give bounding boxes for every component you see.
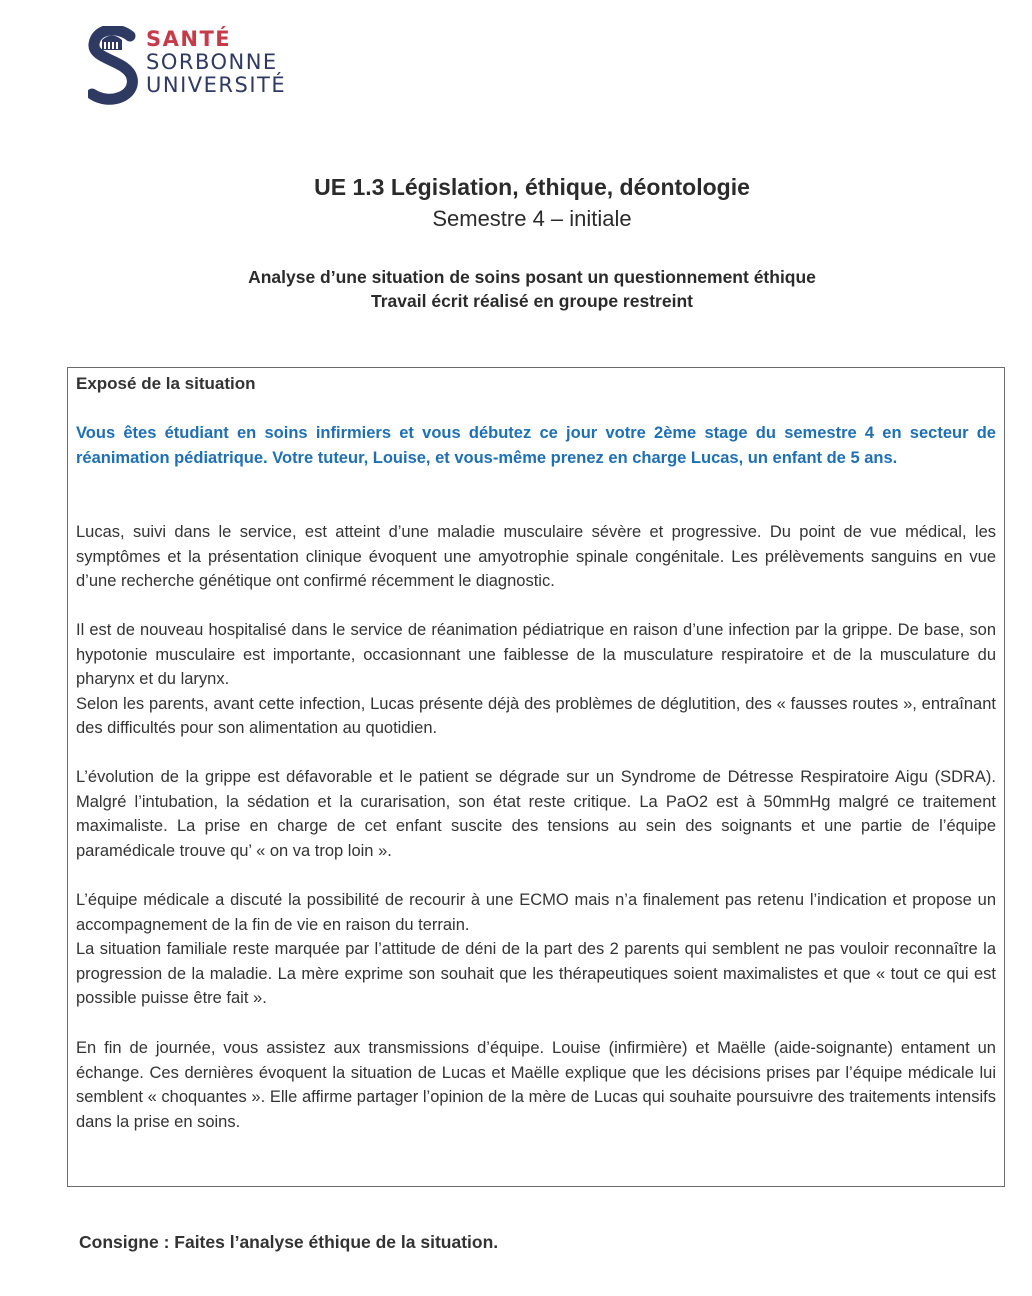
logo-wordmark: [146, 28, 286, 97]
situation-heading: Exposé de la situation: [76, 374, 256, 393]
situation-paragraph-2a: Il est de nouveau hospitalisé dans le service de réanimation pédiatrique en raison d’une infection par la grippe. De base, son hypotonie musculaire est importante, occasionnant une faiblesse de la musculature respiratoire et de la musculature du pharynx et du larynx.: [76, 621, 996, 688]
logo-line-sante: SANTÉ: [146, 27, 232, 51]
assignment-format: Travail écrit réalisé en groupe restreint: [371, 291, 693, 311]
situation-paragraph-4a: L’équipe médicale a discuté la possibilité de recourir à une ECMO mais n’a finalement pas retenu l’indication et propose un accompagnement de la fin de vie en raison du terrain.: [76, 891, 996, 934]
logo-line-universite: UNIVERSITÉ: [146, 73, 287, 97]
situation-paragraph-4: [76, 888, 996, 1011]
situation-paragraph-2: [76, 618, 996, 741]
situation-paragraph-5: En fin de journée, vous assistez aux transmissions d’équipe. Louise (infirmière) et Maëlle (aide-soignante) entament un échange. Ces dernières évoquent la situation de Lucas et Maëlle explique que les décisions prises par l’équipe médicale lui semblent « choquantes ». Elle affirme partager l’opinion de la mère de Lucas qui souhaite poursuivre des traitements intensifs dans la prise en soins.: [76, 1039, 996, 1131]
situation-paragraph-3: L’évolution de la grippe est défavorable et le patient se dégrade sur un Syndrome de Détresse Respiratoire Aigu (SDRA). Malgré l’intubation, la sédation et la curarisation, son état reste critique. La PaO2 est à 50mmHg malgré ce traitement maximaliste. La prise en charge de cet enfant suscite des tensions au sein des soignants et une partie de l’équipe paramédicale trouve qu’ « on va trop loin ».: [76, 768, 996, 860]
logo-line-sorbonne: SORBONNE: [146, 50, 278, 74]
university-logo: [88, 26, 288, 106]
consigne-instruction: Consigne : Faites l’analyse éthique de la situation.: [79, 1232, 499, 1252]
situation-box: [67, 367, 1005, 1187]
assignment-subtitle: Analyse d’une situation de soins posant un questionnement éthique: [248, 267, 816, 287]
situation-paragraph-2b: Selon les parents, avant cette infection, Lucas présente déjà des problèmes de déglutition, des « fausses routes », entraînant des difficultés pour son alimentation au quotidien.: [76, 694, 996, 737]
sorbonne-s-logo-icon: [88, 26, 140, 106]
situation-paragraph-1: Lucas, suivi dans le service, est atteint d’une maladie musculaire sévère et progressive. Du point de vue médical, les symptômes et la présentation clinique évoquent une amyotrophie spinale congénitale. Les prélèvements sanguins en vue d’une recherche génétique ont confirmé récemment le diagnostic.: [76, 523, 996, 590]
situation-intro: Vous êtes étudiant en soins infirmiers et vous débutez ce jour votre 2ème stage du semestre 4 en secteur de réanimation pédiatrique. Votre tuteur, Louise, et vous-même prenez en charge Lucas, un enfant de 5 ans.: [76, 424, 996, 467]
page-title: UE 1.3 Législation, éthique, déontologie: [314, 174, 750, 200]
situation-paragraph-4b: La situation familiale reste marquée par l’attitude de déni de la part des 2 parents qui semblent ne pas vouloir reconnaître la progression de la maladie. La mère exprime son souhait que les thérapeutiques soient maximalistes et que « tout ce qui est possible puisse être fait ».: [76, 940, 996, 1007]
semester-label: Semestre 4 – initiale: [432, 206, 632, 231]
